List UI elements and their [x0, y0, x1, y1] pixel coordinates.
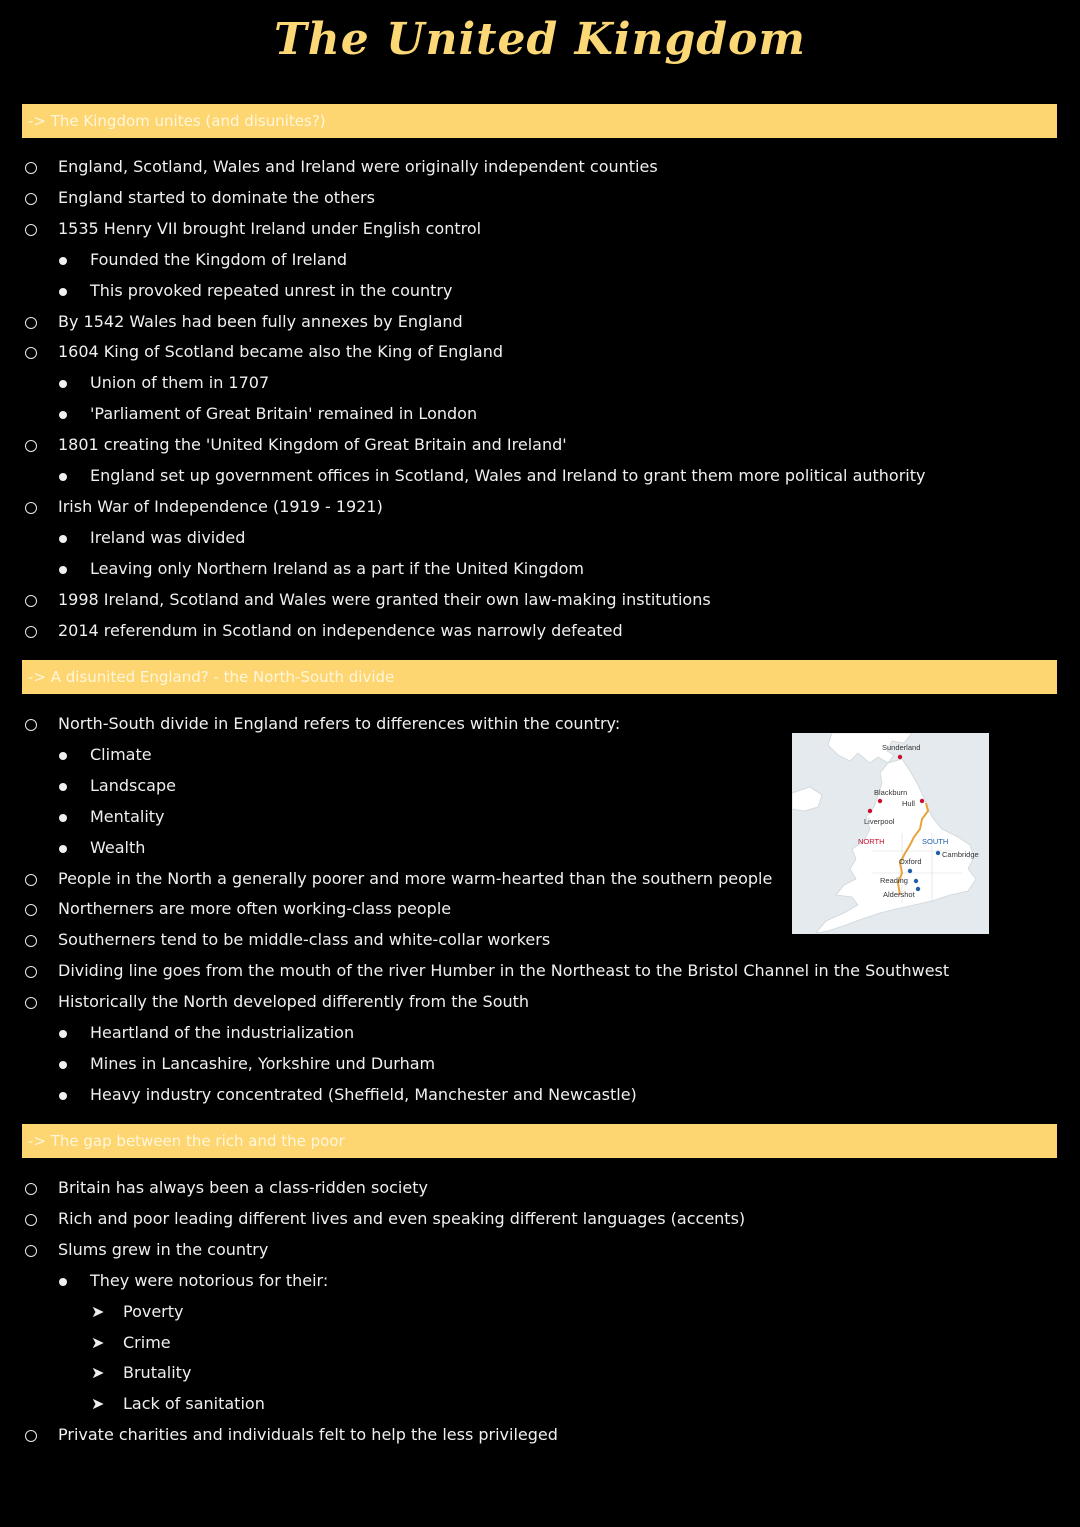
arrowhead-icon: ➤ — [91, 1394, 105, 1414]
liverpool-dot — [868, 809, 872, 813]
filled-bullet-icon — [59, 257, 67, 265]
list-item-text: Slums grew in the country — [58, 1239, 269, 1259]
list-item — [90, 249, 347, 271]
list-item — [90, 280, 452, 302]
list-item — [90, 806, 165, 828]
list-item — [58, 156, 658, 178]
cambridge-dot — [936, 851, 940, 855]
list-item-text: Founded the Kingdom of Ireland — [90, 249, 347, 269]
list-item-text: Irish War of Independence (1919 - 1921) — [58, 496, 383, 516]
list-item-text: Crime — [123, 1332, 171, 1352]
list-item-text: Dividing line goes from the mouth of the river Humber in the Northeast to the Bristol Channel in the Southwest — [58, 961, 950, 981]
list-item — [58, 434, 567, 456]
section-heading-bar: -> The Kingdom unites (and disunites?) — [22, 104, 1057, 138]
list-item-text: Wealth — [90, 837, 146, 857]
list-item-text: 1604 King of Scotland became also the King of England — [58, 342, 503, 362]
list-item-text: They were notorious for their: — [90, 1270, 329, 1290]
list-item — [91, 1332, 171, 1354]
list-item — [91, 1301, 184, 1323]
hollow-circle-icon — [25, 1430, 37, 1442]
label-aldershot: Aldershot — [883, 890, 915, 899]
list-item — [90, 1084, 637, 1106]
filled-bullet-icon — [59, 380, 67, 388]
label-liverpool: Liverpool — [864, 817, 895, 826]
list-item-text: Brutality — [123, 1363, 192, 1383]
hollow-circle-icon — [25, 162, 37, 174]
list-item-text: Mentality — [90, 806, 165, 826]
list-item — [58, 868, 772, 890]
list-item-text: Mines in Lancashire, Yorkshire und Durham — [90, 1053, 436, 1073]
hollow-circle-icon — [25, 966, 37, 978]
arrowhead-icon: ➤ — [91, 1363, 105, 1383]
list-item-text: 1801 creating the 'United Kingdom of Great Britain and Ireland' — [58, 435, 567, 455]
list-item-text: 1535 Henry VII brought Ireland under English control — [58, 218, 482, 238]
hollow-circle-icon — [25, 347, 37, 359]
hollow-circle-icon — [25, 193, 37, 205]
label-hull: Hull — [902, 799, 915, 808]
filled-bullet-icon — [59, 473, 67, 481]
list-item — [58, 341, 503, 363]
list-item-text: 1998 Ireland, Scotland and Wales were granted their own law-making institutions — [58, 589, 711, 609]
list-item-text: 'Parliament of Great Britain' remained in London — [90, 404, 478, 424]
list-item — [58, 1239, 268, 1261]
filled-bullet-icon — [59, 288, 67, 296]
list-item-text: Heartland of the industrialization — [90, 1023, 355, 1042]
label-sunderland: Sunderland — [882, 743, 921, 752]
list-item-text: Southerners tend to be middle-class and white-collar workers — [58, 930, 551, 950]
england-map-svg — [792, 733, 989, 934]
label-south: SOUTH — [922, 837, 949, 846]
england-wales-land — [816, 759, 976, 933]
list-item — [90, 1270, 328, 1292]
hollow-circle-icon — [25, 997, 37, 1009]
hollow-circle-icon — [25, 626, 37, 638]
list-item-text: Leaving only Northern Ireland as a part if the United Kingdom — [90, 558, 584, 578]
filled-bullet-icon — [59, 1278, 67, 1286]
label-reading: Reading — [880, 876, 908, 885]
arrowhead-icon: ➤ — [91, 1301, 105, 1321]
list-item — [58, 1177, 428, 1199]
list-item — [58, 496, 383, 518]
north-south-map — [792, 733, 989, 934]
list-item — [58, 218, 481, 240]
filled-bullet-icon — [59, 1030, 67, 1038]
list-item — [90, 527, 245, 549]
label-cambridge: Cambridge — [942, 850, 979, 859]
list-item-text: Union of them in 1707 — [90, 373, 270, 393]
list-item — [58, 713, 620, 735]
hollow-circle-icon — [25, 935, 37, 947]
list-item — [90, 403, 477, 425]
aldershot-dot — [916, 887, 920, 891]
filled-bullet-icon — [59, 1061, 67, 1069]
list-item — [91, 1393, 265, 1415]
list-item-text: By 1542 Wales had been fully annexes by England — [58, 311, 463, 331]
filled-bullet-icon — [59, 814, 67, 822]
filled-bullet-icon — [59, 1092, 67, 1100]
list-item-text: Heavy industry concentrated (Sheffield, Manchester and Newcastle) — [90, 1084, 637, 1104]
sunderland-dot — [898, 755, 902, 759]
section-heading-bar: -> A disunited England? - the North-South divide — [22, 660, 1057, 694]
list-item-text: People in the North a generally poorer and more warm-hearted than the southern people — [58, 868, 773, 888]
list-item — [58, 311, 463, 333]
list-item-text: Poverty — [123, 1301, 184, 1321]
list-item — [90, 465, 925, 487]
hollow-circle-icon — [25, 595, 37, 607]
label-north: NORTH — [858, 837, 885, 846]
list-item-text: Ireland was divided — [90, 527, 246, 547]
list-item-text: England started to dominate the others — [58, 187, 375, 207]
hollow-circle-icon — [25, 904, 37, 916]
list-item — [58, 589, 711, 611]
hull-dot — [920, 799, 924, 803]
list-item-text: England, Scotland, Wales and Ireland were originally independent counties — [58, 157, 658, 176]
hollow-circle-icon — [25, 1183, 37, 1195]
list-item-text: Landscape — [90, 775, 176, 795]
list-item-text: England set up government offices in Scotland, Wales and Ireland to grant them more political authority — [90, 466, 926, 485]
blackburn-dot — [878, 799, 882, 803]
filled-bullet-icon — [59, 566, 67, 574]
hollow-circle-icon — [25, 1214, 37, 1226]
oxford-dot — [908, 869, 912, 873]
list-item-text: This provoked repeated unrest in the country — [90, 280, 453, 300]
page-title: The United Kingdom — [274, 14, 806, 65]
list-item — [90, 558, 584, 580]
label-blackburn: Blackburn — [874, 788, 908, 797]
list-item — [58, 960, 949, 982]
list-item-text: Private charities and individuals felt to help the less privileged — [58, 1425, 558, 1445]
list-item — [58, 898, 451, 920]
list-item — [90, 837, 145, 859]
list-item-text: Northerners are more often working-class people — [58, 899, 452, 919]
section-heading-bar: -> The gap between the rich and the poor — [22, 1124, 1057, 1158]
arrowhead-icon: ➤ — [91, 1332, 105, 1352]
hollow-circle-icon — [25, 440, 37, 452]
list-item — [58, 1208, 745, 1230]
hollow-circle-icon — [25, 874, 37, 886]
hollow-circle-icon — [25, 502, 37, 514]
filled-bullet-icon — [59, 845, 67, 853]
reading-dot — [914, 879, 918, 883]
list-item — [90, 1053, 435, 1075]
list-item-text: Climate — [90, 744, 152, 764]
list-item-text: Rich and poor leading different lives and even speaking different languages (accents) — [58, 1208, 746, 1228]
list-item-text: Historically the North developed differently from the South — [58, 992, 530, 1012]
list-item — [91, 1362, 192, 1384]
list-item — [90, 1022, 354, 1044]
ireland-land — [792, 787, 822, 811]
list-item — [90, 744, 152, 766]
hollow-circle-icon — [25, 317, 37, 329]
list-item-text: Britain has always been a class-ridden society — [58, 1178, 428, 1197]
list-item — [90, 775, 176, 797]
list-item-text: 2014 referendum in Scotland on independence was narrowly defeated — [58, 620, 623, 640]
filled-bullet-icon — [59, 411, 67, 419]
list-item-text: North-South divide in England refers to differences within the country: — [58, 714, 621, 733]
list-item — [58, 187, 375, 209]
label-oxford: Oxford — [899, 857, 922, 866]
filled-bullet-icon — [59, 783, 67, 791]
list-item — [90, 372, 269, 394]
hollow-circle-icon — [25, 224, 37, 236]
list-item — [58, 620, 623, 642]
list-item-text: Lack of sanitation — [123, 1394, 265, 1414]
list-item — [58, 929, 550, 951]
list-item — [58, 991, 529, 1013]
filled-bullet-icon — [59, 752, 67, 760]
list-item — [58, 1424, 558, 1446]
filled-bullet-icon — [59, 535, 67, 543]
hollow-circle-icon — [25, 1245, 37, 1257]
hollow-circle-icon — [25, 719, 37, 731]
